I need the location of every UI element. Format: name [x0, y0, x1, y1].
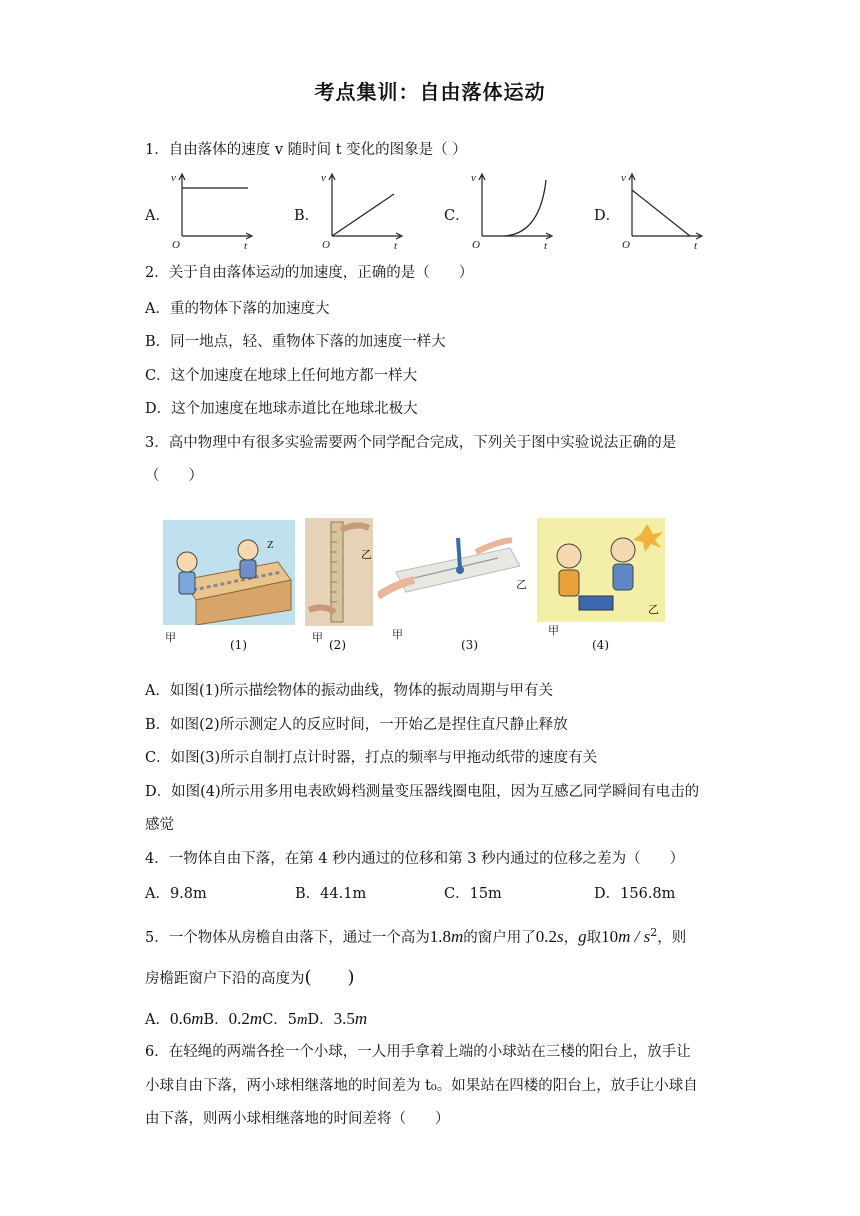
q5-g-value: 10: [601, 926, 619, 946]
axis-v-label: v: [621, 172, 626, 184]
figure-4-label-jia: 甲: [548, 624, 559, 637]
q5-option-a-label[interactable]: A．: [145, 1012, 170, 1028]
q5-option-a-value: 0.6: [169, 1009, 192, 1028]
q5-paren: ( ): [304, 967, 355, 988]
axis-v-label: v: [471, 172, 476, 184]
q5-height-unit: m: [450, 926, 464, 946]
q5-option-a-unit: m: [191, 1009, 204, 1028]
question-3-stem-line2: （ ）: [145, 468, 203, 484]
axis-t-label: t: [394, 240, 398, 250]
q1-option-a-label[interactable]: A．: [145, 208, 170, 224]
question-6-line2: 小球自由下落，两小球相继落地的时间差为 t₀。如果站在四楼的阳台上，放手让小球自: [145, 1078, 698, 1094]
question-3-stem-line1: 3．高中物理中有很多实验需要两个同学配合完成，下列关于图中实验说法正确的是: [145, 435, 677, 451]
q5-time-value: 0.2: [535, 926, 558, 946]
q5-g-unit-s: s: [643, 926, 651, 946]
q1-graph-b-linear: [318, 170, 408, 250]
figure-4-label-yi: 乙: [648, 603, 659, 616]
q5-g-symbol: g: [578, 926, 587, 946]
q5-stem-b: 的窗户用了: [463, 929, 536, 946]
q4-option-d[interactable]: D．156.8m: [594, 886, 676, 902]
axis-v-label: v: [171, 172, 176, 184]
figure-3-ticker-timer: [378, 532, 520, 626]
q5-g-unit-slash: /: [630, 926, 644, 946]
q5-option-c-label[interactable]: C．5: [262, 1012, 298, 1028]
q5-g-unit-square: 2: [650, 926, 658, 939]
q5-stem-a: 5．一个物体从房檐自由落下，通过一个高为: [145, 929, 430, 946]
question-4-stem: 4．一物体自由下落，在第 4 秒内通过的位移和第 3 秒内通过的位移之差为（ ）: [145, 851, 685, 867]
figure-2-label-yi: 乙: [361, 548, 372, 561]
figure-1-vibration-experiment: [163, 520, 295, 625]
page-title: 考点集训：自由落体运动: [314, 80, 546, 104]
axis-v-label: v: [321, 172, 326, 184]
question-1-stem: 1．自由落体的速度 v 随时间 t 变化的图象是（ ）: [145, 142, 467, 158]
origin-label: O: [622, 239, 630, 250]
q5-time-unit: s: [557, 926, 564, 946]
q3-option-d-continued: 感觉: [145, 817, 174, 833]
q2-option-c[interactable]: C．这个加速度在地球上任何地方都一样大: [145, 368, 418, 384]
figure-4-multimeter-shock: [537, 518, 665, 622]
q1-option-d-label[interactable]: D．: [594, 208, 621, 224]
figure-3-label-yi: 乙: [516, 578, 527, 591]
q4-option-a[interactable]: A．9.8m: [145, 886, 207, 902]
q5-option-b-label[interactable]: B．: [203, 1012, 229, 1028]
figure-1-label-jia: 甲: [165, 631, 176, 644]
axis-t-label: t: [694, 240, 698, 250]
q5-option-d-value: 3.5: [333, 1009, 355, 1028]
q1-graph-a-constant: [168, 170, 258, 250]
origin-label: O: [472, 239, 480, 250]
axis-t-label: t: [544, 240, 548, 250]
origin-label: O: [172, 239, 180, 250]
q4-option-c[interactable]: C．15m: [444, 886, 502, 902]
q5-option-b-value: 0.2: [228, 1009, 250, 1028]
q5-option-d-unit: m: [354, 1009, 368, 1028]
q2-option-d[interactable]: D．这个加速度在地球赤道比在地球北极大: [145, 401, 418, 417]
question-6-line3: 由下落，则两小球相继落地的时间差将（ ）: [145, 1111, 450, 1127]
q3-option-d[interactable]: D．如图(4)所示用多用电表欧姆档测量变压器线圈电阻，因为互感乙同学瞬间有电击的: [145, 784, 700, 800]
q5-g-unit-m: m: [618, 926, 631, 946]
q5-take: 取: [586, 929, 602, 946]
axis-t-label: t: [244, 240, 248, 250]
q5-option-b-unit: m: [249, 1009, 263, 1028]
svg-text:Z: Z: [267, 539, 274, 551]
figure-4-caption: (4): [592, 638, 609, 652]
question-5-stem-line2: [145, 968, 355, 989]
figure-2-reaction-time-ruler: [305, 518, 373, 626]
question-2-stem: 2．关于自由落体运动的加速度，正确的是（ ）: [145, 265, 474, 281]
q3-option-b[interactable]: B．如图(2)所示测定人的反应时间，一开始乙是捏住直尺静止释放: [145, 717, 568, 733]
figure-2-label-jia: 甲: [312, 631, 323, 644]
q5-height-value: 1.8: [429, 926, 451, 946]
q2-option-b[interactable]: B．同一地点，轻、重物体下落的加速度一样大: [145, 334, 446, 350]
figure-3-caption: (3): [461, 638, 478, 652]
q5-stem-c: ，: [563, 929, 579, 946]
question-6-line1: 6．在轻绳的两端各拴一个小球，一人用手拿着上端的小球站在三楼的阳台上，放手让: [145, 1044, 691, 1060]
q5-stem-d: ，则: [657, 929, 687, 946]
origin-label: O: [322, 239, 330, 250]
q1-option-c-label[interactable]: C．: [444, 208, 470, 224]
q3-option-a[interactable]: A．如图(1)所示描绘物体的振动曲线，物体的振动周期与甲有关: [145, 683, 554, 699]
question-5-stem-line1: [145, 923, 686, 948]
q5-option-d-label[interactable]: D．: [307, 1012, 334, 1028]
q5-line2: 房檐距窗户下沿的高度为: [145, 971, 305, 987]
q1-graph-c-curve: [468, 170, 558, 250]
q1-graph-d-decreasing: [618, 170, 708, 250]
q4-option-b[interactable]: B．44.1m: [295, 886, 367, 902]
q2-option-a[interactable]: A．重的物体下落的加速度大: [145, 301, 330, 317]
figure-2-caption: (2): [329, 638, 346, 652]
q1-option-b-label[interactable]: B．: [294, 208, 320, 224]
figure-1-caption: (1): [230, 638, 247, 652]
q3-option-c[interactable]: C．如图(3)所示自制打点计时器，打点的频率与甲拖动纸带的速度有关: [145, 750, 598, 766]
figure-3-label-jia: 甲: [392, 628, 403, 641]
q5-options-row: [145, 1009, 367, 1030]
q5-option-c-unit: m: [297, 1012, 308, 1028]
